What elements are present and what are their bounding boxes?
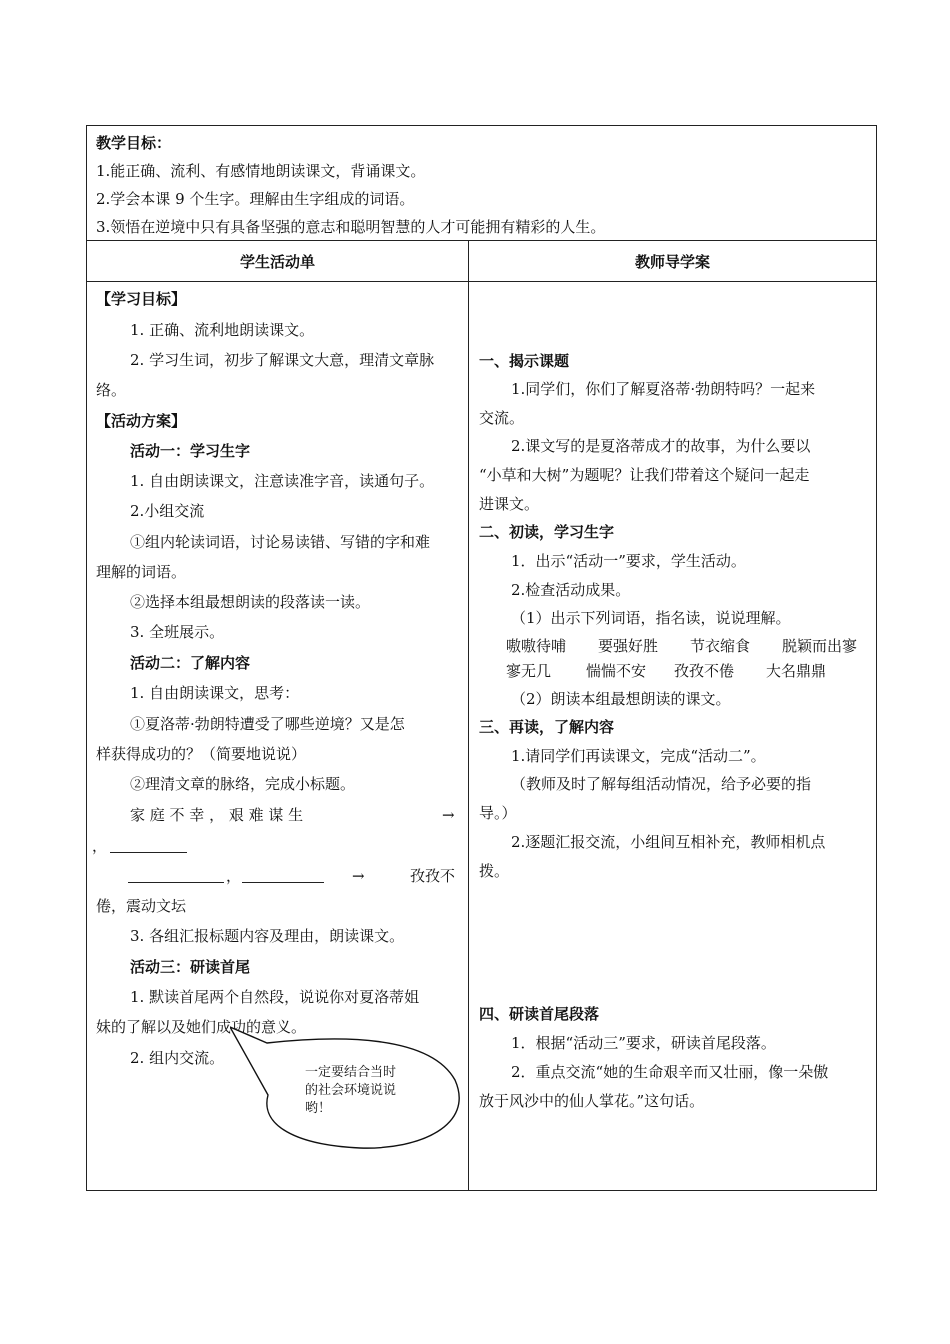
section3-item3a: 2.逐题汇报交流，小组间互相补充，教师相机点	[511, 833, 826, 851]
objective-item-2: 2.学会本课 9 个生字。理解由生字组成的词语。	[96, 190, 415, 208]
activity2-step1: 1. 自由朗读课文，思考：	[130, 684, 300, 702]
section1-heading: 一、揭示课题	[479, 352, 570, 370]
word-4: 脱颖而出寥	[782, 637, 858, 655]
section4-heading: 四、研读首尾段落	[479, 1005, 600, 1023]
section1-item2c: 进课文。	[479, 495, 540, 513]
word-5: 寥无几	[506, 662, 552, 680]
word-3: 节衣缩食	[690, 637, 751, 655]
section4-item1: 1．根据“活动三”要求，研读首尾段落。	[511, 1034, 776, 1052]
word-1: 嗷嗷待哺	[506, 637, 567, 655]
activity3-step2: 2. 组内交流。	[130, 1049, 225, 1067]
word-2: 要强好胜	[598, 637, 659, 655]
activity2-step2a: ①夏洛蒂·勃朗特遭受了哪些逆境？又是怎	[130, 715, 405, 733]
activity1-step2: 2.小组交流	[130, 502, 205, 520]
header-teacher-guide: 教师导学案	[634, 253, 710, 271]
section1-item2b: “小草和大树”为题呢？让我们带着这个疑问一起走	[479, 466, 810, 484]
activity2-heading: 活动二：了解内容	[130, 654, 251, 672]
table-border-left	[86, 125, 87, 1191]
activity3-heading: 活动三：研读首尾	[130, 958, 251, 976]
comma-2: ，	[226, 867, 242, 885]
plan-heading: 【活动方案】	[96, 412, 187, 430]
section1-item1b: 交流。	[479, 409, 525, 427]
objective-item-1: 1.能正确、流利、有感情地朗读课文，背诵课文。	[96, 162, 426, 180]
section3-item2b: 导。）	[479, 804, 517, 822]
table-border-right	[876, 125, 877, 1191]
section1-item1a: 1.同学们，你们了解夏洛蒂·勃朗特吗？一起来	[511, 380, 816, 398]
word-6: 惴惴不安	[586, 662, 647, 680]
blank-2	[128, 866, 224, 883]
bubble-text-1: 一定要结合当时	[305, 1065, 397, 1080]
bubble-text-2: 的社会环境说说	[305, 1083, 397, 1098]
activity1-heading: 活动一：学习生字	[130, 442, 251, 460]
section3-item1: 1.请同学们再读课文，完成“活动二”。	[511, 747, 766, 765]
activity3-step1b: 妹的了解以及她们成功的意义。	[96, 1018, 307, 1036]
activity1-step4: ②选择本组最想朗读的段落读一读。	[130, 593, 371, 611]
objective-item-3: 3.领悟在逆境中只有具备坚强的意志和聪明智慧的人才可能拥有精彩的人生。	[96, 218, 606, 236]
section2-item4: （2）朗读本组最想朗读的课文。	[511, 690, 731, 708]
section3-item2a: （教师及时了解每组活动情况，给予必要的指	[511, 775, 812, 793]
section2-item2: 2.检查活动成果。	[511, 581, 631, 599]
section2-heading: 二、初读，学习生字	[479, 523, 615, 541]
activity1-step3b: 理解的词语。	[96, 563, 187, 581]
word-7: 孜孜不倦	[674, 662, 735, 680]
goal-2b: 络。	[96, 381, 127, 399]
arrow-1: →	[442, 806, 455, 824]
goal-heading: 【学习目标】	[96, 290, 187, 308]
arrow-2: →	[352, 867, 365, 885]
subtitle-line-3: 倦，震动文坛	[96, 897, 187, 915]
goal-1: 1. 正确、流利地朗读课文。	[130, 321, 315, 339]
activity1-step5: 3. 全班展示。	[130, 623, 225, 641]
header-student-activity: 学生活动单	[239, 253, 315, 271]
objectives-heading: 教学目标：	[96, 134, 172, 152]
activity2-step4: 3. 各组汇报标题内容及理由，朗读课文。	[130, 927, 405, 945]
section2-item1: 1．出示“活动一”要求，学生活动。	[511, 552, 746, 570]
word-8: 大名鼎鼎	[766, 662, 827, 680]
row-divider-1	[86, 240, 877, 241]
section2-item3: （1）出示下列词语，指名读，说说理解。	[511, 609, 791, 627]
section3-item3b: 拨。	[479, 862, 510, 880]
goal-2a: 2. 学习生词，初步了解课文大意，理清文章脉	[130, 351, 435, 369]
activity1-step3a: ①组内轮读词语，讨论易读错、写错的字和难	[130, 533, 431, 551]
blank-3	[242, 866, 324, 883]
blank-1	[110, 836, 187, 853]
section1-item2a: 2.课文写的是夏洛蒂成才的故事，为什么要以	[511, 437, 811, 455]
comma-1: ，	[92, 837, 108, 855]
section4-item2b: 放于风沙中的仙人掌花。”这句话。	[479, 1092, 705, 1110]
subtitle-tail: 孜孜不	[410, 867, 456, 885]
subtitle-line-1: 家 庭 不 幸 ， 艰 难 谋 生	[130, 806, 304, 824]
activity1-step1: 1. 自由朗读课文，注意读准字音，读通句子。	[130, 472, 435, 490]
activity3-step1a: 1. 默读首尾两个自然段，说说你对夏洛蒂姐	[130, 988, 420, 1006]
table-border-top	[86, 125, 877, 126]
bubble-text-3: 哟！	[305, 1101, 332, 1116]
section4-item2a: 2．重点交流“她的生命艰辛而又壮丽，像一朵傲	[511, 1063, 829, 1081]
row-divider-2	[86, 281, 877, 282]
section3-heading: 三、再读，了解内容	[479, 718, 615, 736]
activity2-step2b: 样获得成功的？（简要地说说）	[96, 745, 307, 763]
table-border-bottom	[86, 1190, 877, 1191]
activity2-step3: ②理清文章的脉络，完成小标题。	[130, 775, 356, 793]
